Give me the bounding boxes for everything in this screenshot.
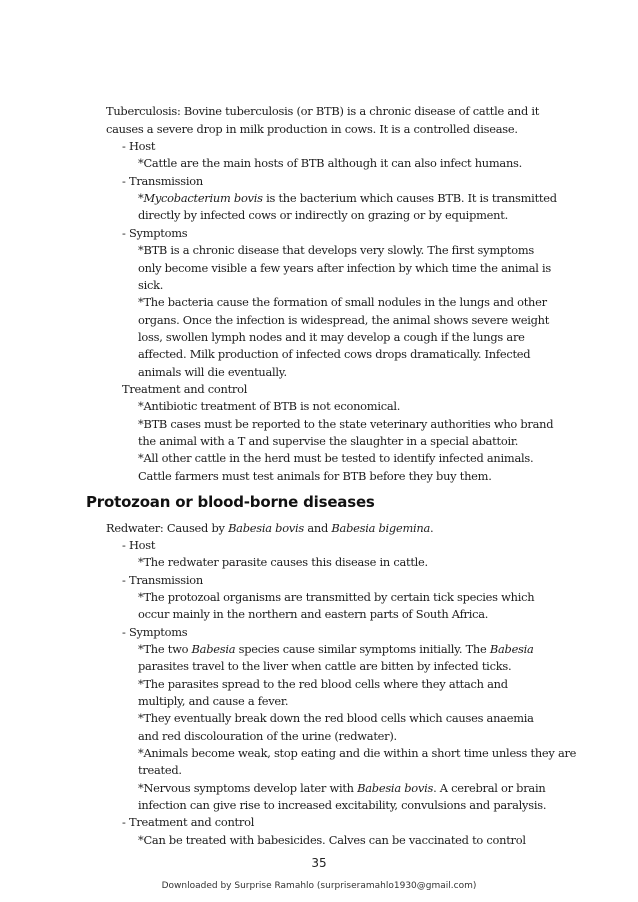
rw-transmission-line-2: occur mainly in the northern and eastern parts of South Africa. bbox=[138, 607, 489, 621]
rw-symptoms-line-10: infection can give rise to increased excitability, convulsions and paralysis. bbox=[138, 798, 547, 812]
rw-treatment-line-1: *Can be treated with babesicides. Calves can be vaccinated to control bbox=[138, 833, 526, 847]
page-number: 35 bbox=[311, 856, 327, 870]
rw-symptoms-line-3: *The parasites spread to the red blood cells where they attach and bbox=[138, 677, 508, 691]
tb-symptoms-line-3: sick. bbox=[138, 278, 164, 292]
tb-symptoms-line-8: animals will die eventually. bbox=[138, 365, 287, 379]
tb-transmission-line-1-rest: is the bacterium which causes BTB. It is transmitted bbox=[262, 191, 557, 205]
tb-treatment-line-3: the animal with a T and supervise the slaughter in a special abattoir. bbox=[138, 434, 519, 448]
tb-symptoms-line-6: loss, swollen lymph nodes and it may develop a cough if the lungs are bbox=[138, 330, 525, 344]
tb-intro-line-1: Tuberculosis: Bovine tuberculosis (or BTB) is a chronic disease of cattle and it bbox=[106, 104, 540, 118]
rw-symptoms-line-4: multiply, and cause a fever. bbox=[138, 694, 289, 708]
tb-transmission-line-2: directly by infected cows or indirectly on grazing or by equipment. bbox=[138, 208, 508, 222]
redwater-intro-text: Redwater: Caused by bbox=[106, 521, 229, 535]
tb-treatment-line-2: *BTB cases must be reported to the state veterinary authorities who brand bbox=[138, 417, 554, 431]
rw-symptoms-line-8: treated. bbox=[138, 763, 182, 777]
redwater-intro-and: and bbox=[303, 521, 332, 535]
redwater-intro-period: . bbox=[430, 521, 434, 535]
tb-treatment-heading: Treatment and control bbox=[122, 382, 248, 396]
rw-symptoms-line-1-a: *The two bbox=[138, 642, 192, 656]
rw-symptoms-line-1-c: species cause similar symptoms initially. The bbox=[235, 642, 490, 656]
tb-transmission-heading: - Transmission bbox=[122, 174, 203, 188]
rw-transmission-heading: - Transmission bbox=[122, 573, 203, 587]
tb-symptoms-heading: - Symptoms bbox=[122, 226, 188, 240]
rw-treatment-heading: - Treatment and control bbox=[122, 815, 255, 829]
rw-symptoms-line-6: and red discolouration of the urine (redwater). bbox=[138, 729, 397, 743]
rw-transmission-line-1: *The protozoal organisms are transmitted by certain tick species which bbox=[138, 590, 535, 604]
rw-symptoms-line-1 bbox=[138, 641, 534, 658]
rw-symptoms-line-2: parasites travel to the liver when cattle are bitten by infected ticks. bbox=[138, 659, 512, 673]
genus-babesia-2: Babesia bbox=[489, 642, 534, 656]
rw-symptoms-line-9 bbox=[138, 780, 545, 797]
tb-symptoms-line-4: *The bacteria cause the formation of small nodules in the lungs and other bbox=[138, 295, 547, 309]
tb-symptoms-line-2: only become visible a few years after infection by which time the animal is bbox=[138, 261, 551, 275]
tb-transmission-line-1 bbox=[138, 190, 557, 207]
tb-treatment-line-4: *All other cattle in the herd must be tested to identify infected animals. bbox=[138, 451, 534, 465]
tb-symptoms-line-5: organs. Once the infection is widespread, the animal shows severe weight bbox=[138, 313, 550, 327]
tb-symptoms-line-7: affected. Milk production of infected cows drops dramatically. Infected bbox=[138, 347, 531, 361]
rw-symptoms-heading: - Symptoms bbox=[122, 625, 188, 639]
bacterium-name: *Mycobacterium bovis bbox=[138, 191, 263, 205]
species-babesia-bovis-2: Babesia bovis bbox=[357, 781, 434, 795]
tb-symptoms-line-1: *BTB is a chronic disease that develops very slowly. The first symptoms bbox=[138, 243, 534, 257]
rw-symptoms-line-9-c: . A cerebral or brain bbox=[433, 781, 546, 795]
rw-symptoms-line-9-a: *Nervous symptoms develop later with bbox=[138, 781, 358, 795]
tb-intro-line-2: causes a severe drop in milk production in cows. It is a controlled disease. bbox=[106, 122, 518, 136]
rw-symptoms-line-5: *They eventually break down the red blood cells which causes anaemia bbox=[138, 711, 534, 725]
species-babesia-bovis: Babesia bovis bbox=[228, 521, 304, 535]
species-babesia-bigemina: Babesia bigemina bbox=[331, 521, 431, 535]
download-footer: Downloaded by Surprise Ramahlo (surpriseramahlo1930@gmail.com) bbox=[161, 881, 477, 891]
rw-host-heading: - Host bbox=[122, 538, 156, 552]
tb-host-heading: - Host bbox=[122, 139, 156, 153]
section-heading: Protozoan or blood-borne diseases bbox=[86, 493, 375, 511]
redwater-intro bbox=[106, 520, 433, 537]
genus-babesia: Babesia bbox=[191, 642, 236, 656]
rw-host-text: *The redwater parasite causes this disease in cattle. bbox=[138, 555, 428, 569]
tb-treatment-line-1: *Antibiotic treatment of BTB is not economical. bbox=[138, 399, 401, 413]
tb-treatment-line-5: Cattle farmers must test animals for BTB before they buy them. bbox=[138, 469, 492, 483]
rw-symptoms-line-7: *Animals become weak, stop eating and die within a short time unless they are bbox=[138, 746, 577, 760]
tb-host-text: *Cattle are the main hosts of BTB although it can also infect humans. bbox=[138, 156, 523, 170]
